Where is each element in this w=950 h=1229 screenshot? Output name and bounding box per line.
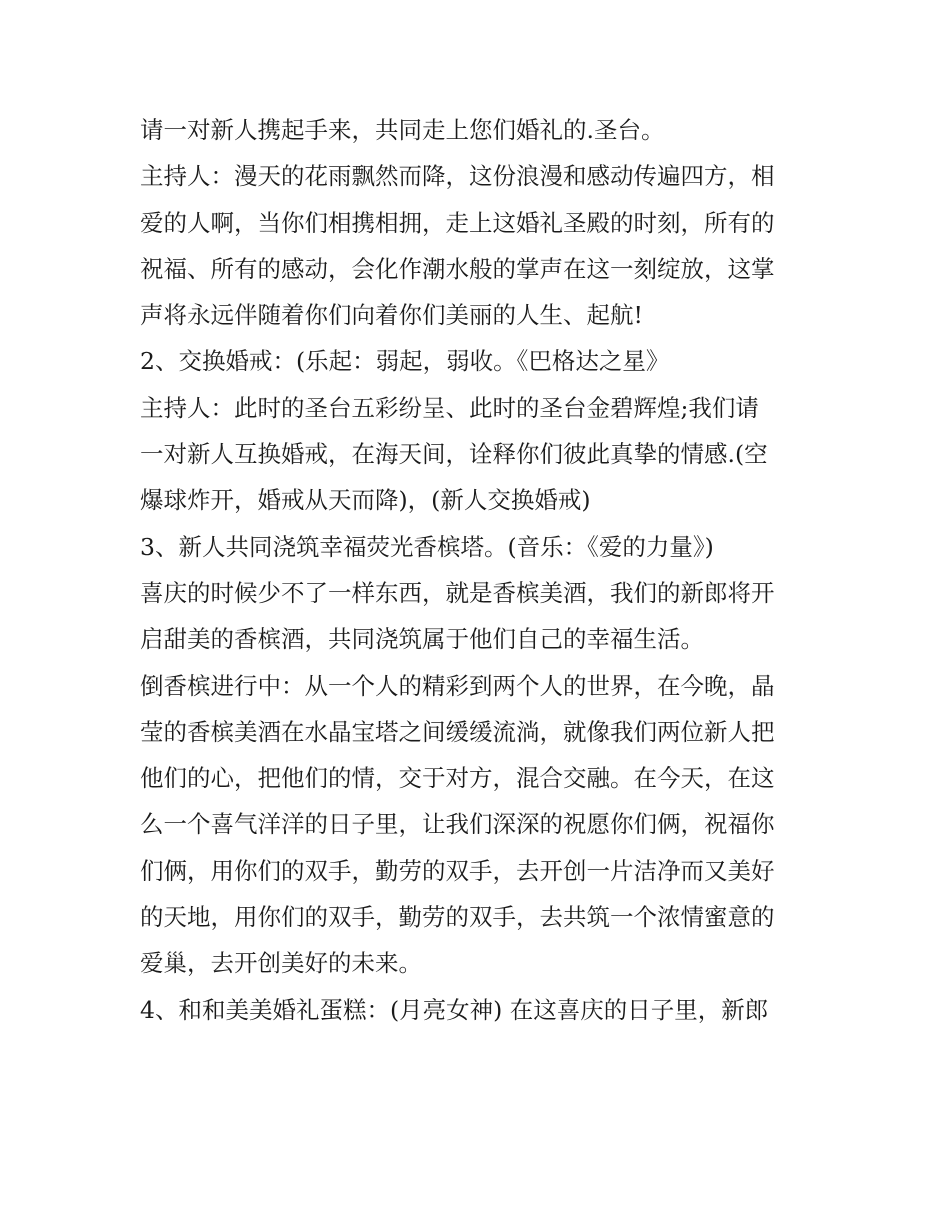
text-line: 爱的人啊，当你们相携相拥，走上这婚礼圣殿的时刻，所有的: [140, 208, 775, 237]
text-line: 爱巢，去开创美好的未来。: [140, 949, 422, 978]
text-line: 他们的心，把他们的情，交于对方，混合交融。在今天，在这: [140, 764, 775, 793]
document-body: [140, 107, 820, 1033]
text-line: 倒香槟进行中：从一个人的精彩到两个人的世界，在今晚，晶: [140, 671, 775, 700]
text-line: 请一对新人携起手来，共同走上您们婚礼的.圣台。: [140, 116, 665, 144]
text-line: 一对新人互换婚戒，在海天间，诠释你们彼此真挚的情感.(空: [140, 440, 768, 469]
text-line: 声将永远伴随着你们向着你们美丽的人生、起航!: [140, 301, 643, 330]
text-line: 莹的香槟美酒在水晶宝塔之间缓缓流淌，就像我们两位新人把: [140, 717, 775, 746]
text-line: 喜庆的时候少不了一样东西，就是香槟美酒，我们的新郎将开: [140, 578, 775, 607]
text-line: 主持人：漫天的花雨飘然而降，这份浪漫和感动传遍四方，相: [140, 162, 775, 191]
text-line: 爆球炸开，婚戒从天而降)，(新人交换婚戒): [140, 486, 591, 515]
section-heading: 2、交换婚戒：(乐起：弱起，弱收。《巴格达之星》: [140, 347, 670, 376]
text-line: 么一个喜气洋洋的日子里，让我们深深的祝愿你们俩，祝福你: [140, 810, 775, 839]
text-line: 启甜美的香槟酒，共同浇筑属于他们自己的幸福生活。: [140, 625, 704, 654]
text-line: 主持人：此时的圣台五彩纷呈、此时的圣台金碧辉煌;我们请: [140, 393, 759, 422]
text-line: 们俩，用你们的双手，勤劳的双手，去开创一片洁净而又美好: [140, 856, 775, 885]
section-heading: 3、新人共同浇筑幸福荧光香槟塔。(音乐：《爱的力量》): [140, 532, 714, 561]
text-line: 的天地，用你们的双手，勤劳的双手，去共筑一个浓情蜜意的: [140, 903, 775, 932]
text-line: 祝福、所有的感动，会化作潮水般的掌声在这一刻绽放，这掌: [140, 254, 775, 283]
section-heading: 4、和和美美婚礼蛋糕：(月亮女神) 在这喜庆的日子里，新郎: [140, 995, 769, 1024]
